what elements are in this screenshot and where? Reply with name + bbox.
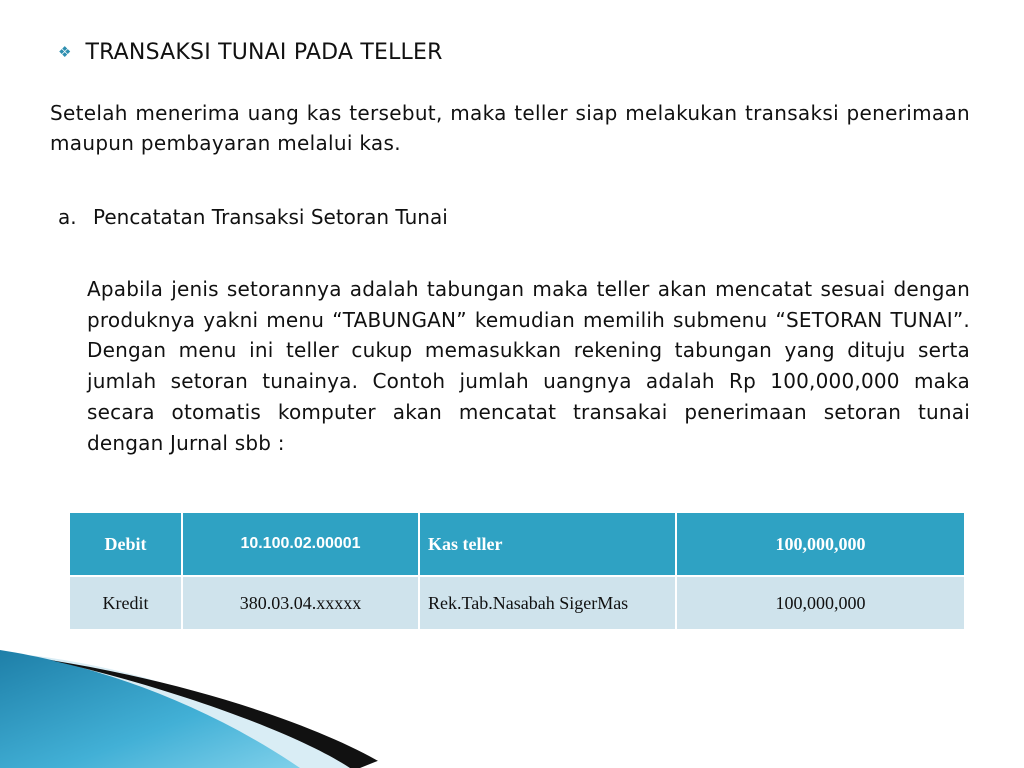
- heading-title: TRANSAKSI TUNAI PADA TELLER: [85, 40, 443, 65]
- swoosh-white-band: [360, 700, 1024, 768]
- diamond-bullet-icon: ❖: [58, 43, 72, 61]
- journal-amount-cell: 100,000,000: [676, 576, 965, 630]
- intro-paragraph: Setelah menerima uang kas tersebut, maka teller siap melakukan transaksi penerimaan maupun pembayaran melalui kas.: [50, 101, 970, 155]
- subheading-letter: a.: [58, 205, 77, 229]
- subheading-text: Pencatatan Transaksi Setoran Tunai: [92, 205, 448, 229]
- journal-account-cell: 380.03.04.xxxxx: [182, 576, 419, 630]
- journal-type-cell: Kredit: [69, 576, 182, 630]
- swoosh-blue-band: [0, 650, 300, 768]
- journal-amount-cell: 100,000,000: [676, 512, 965, 576]
- body-paragraph: Apabila jenis setorannya adalah tabungan maka teller akan mencatat sesuai dengan produknya yakni menu “TABUNGAN” kemudian memilih submenu “SETORAN TUNAI”. Dengan menu ini teller cukup memasukkan rekening tabungan yang dituju serta jumlah setoran tunainya. Contoh jumlah uangnya adalah Rp 100,000,000 maka secara otomatis komputer akan mencatat transakai penerimaan setoran tunai dengan Jurnal sbb :: [87, 277, 970, 455]
- journal-description-cell: Rek.Tab.Nasabah SigerMas: [419, 576, 676, 630]
- journal-account-cell: 10.100.02.00001: [182, 512, 419, 576]
- journal-type-cell: Debit: [69, 512, 182, 576]
- journal-description-cell: Kas teller: [419, 512, 676, 576]
